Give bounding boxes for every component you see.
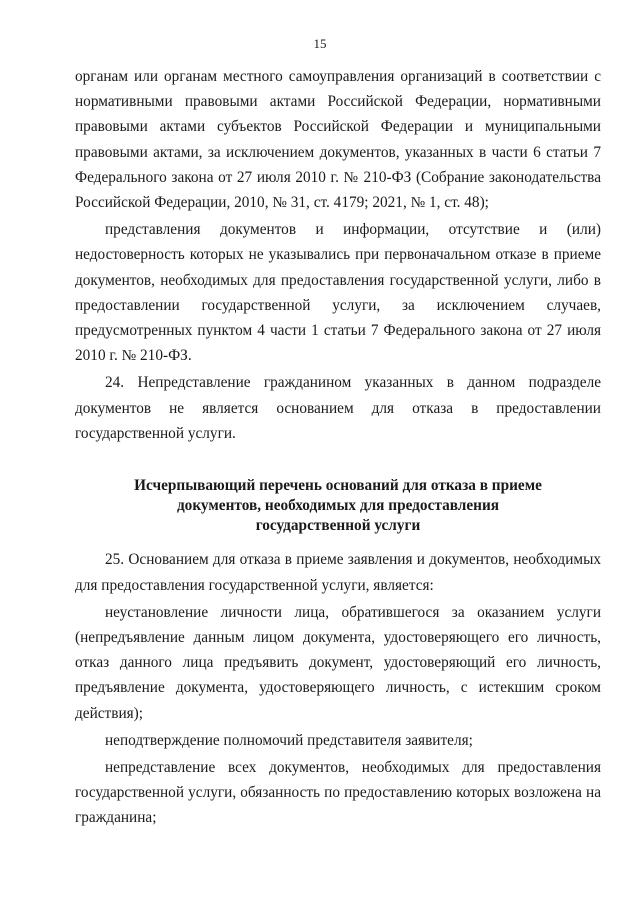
paragraph-item-24: 24. Непредставление гражданином указанных в данном подразделе документов не является основанием для отказа в предоставлении государственной услуги.: [75, 374, 601, 442]
document-body: [75, 64, 601, 831]
paragraph-identity-ground: неустановление личности лица, обратившегося за оказанием услуги (непредъявление данным лицом документа, удостоверяющего его личность, отказ данного лица предъявить документ, удостоверяющий его личность, предъявление документа, удостоверяющего личность, с истекшим сроком действия);: [75, 603, 601, 722]
section-heading-line: документов, необходимых для предоставления: [176, 496, 500, 514]
paragraph-documents-ground: непредставление всех документов, необходимых для предоставления государственной услуги, обязанность по предоставлению которых возложена на гражданина;: [75, 759, 601, 827]
paragraph-exception-clause: представления документов и информации, отсутствие и (или) недостоверность которых не указывались при первоначальном отказе в приеме документов, необходимых для предоставления государственной услуги, либо в предоставлении государственной услуги, за исключением случаев, предусмотренных пунктом 4 части 1 статьи 7 Федерального закона от 27 июля 2010 г. № 210-ФЗ.: [75, 221, 601, 365]
page-number: 15: [313, 36, 327, 51]
paragraph-authority-ground: неподтверждение полномочий представителя заявителя;: [105, 731, 473, 749]
section-heading: [75, 476, 601, 535]
paragraph-item-25: 25. Основанием для отказа в приеме заявления и документов, необходимых для предоставления государственной услуги, является:: [75, 551, 601, 594]
paragraph-continuation: органам или органам местного самоуправления организаций в соответствии с нормативными правовыми актами Российской Федерации, нормативными правовыми актами субъектов Российской Федерации и муниципальными правовыми актами, за исключением документов, указанных в части 6 статьи 7 Федерального закона от 27 июля 2010 г. № 210-ФЗ (Собрание законодательства Российской Федерации, 2010, № 31, ст. 4179; 2021, № 1, ст. 48);: [75, 68, 601, 212]
section-heading-line: государственной услуги: [255, 516, 421, 534]
section-heading-line: Исчерпывающий перечень оснований для отказа в приеме: [134, 477, 542, 495]
